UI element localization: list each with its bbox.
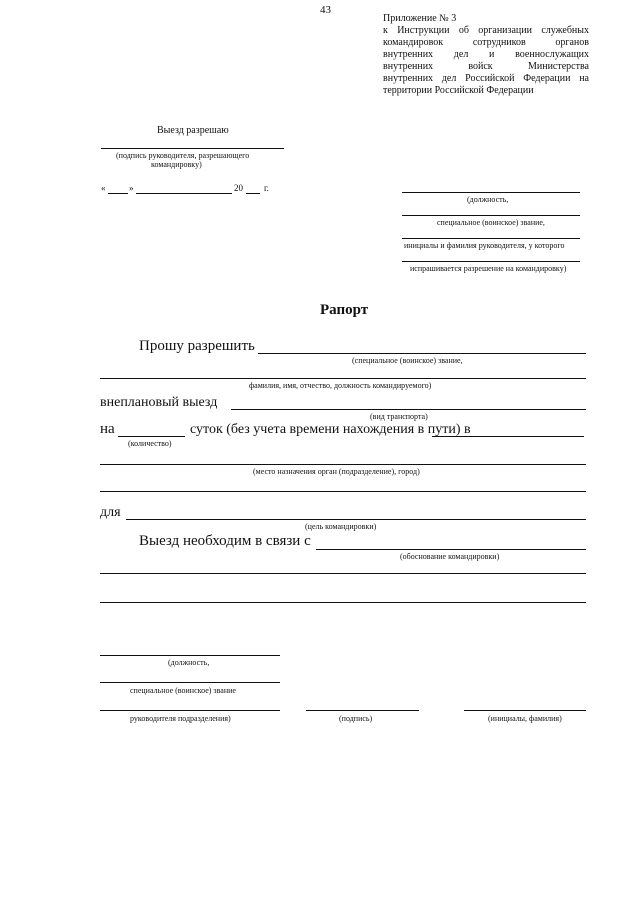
signer-name-field[interactable] (464, 710, 586, 711)
request-fio-field[interactable] (100, 378, 586, 379)
addressee-caption-request: испрашивается разрешение на командировку) (410, 264, 567, 273)
days-text: суток (без учета времени нахождения в пути) в (190, 422, 471, 437)
request-rank-field[interactable] (258, 353, 586, 354)
signer-caption-name: (инициалы, фамилия) (488, 714, 562, 723)
appendix-line: внутренних дел Российской Федерации на (383, 73, 589, 84)
signature-field[interactable] (306, 710, 419, 711)
appendix-block (383, 13, 589, 97)
signer-head-field[interactable] (100, 710, 280, 711)
date-year-field[interactable] (246, 193, 260, 194)
reason-field[interactable] (316, 549, 586, 550)
addressee-caption-position: (должность, (467, 195, 509, 204)
addressee-position-line[interactable] (402, 192, 580, 193)
destination-extra-field[interactable] (100, 491, 586, 492)
appendix-line: внутренних войск Министерства (383, 61, 589, 72)
approval-signature-caption: (подпись руководителя, разрешающего (116, 151, 250, 160)
appendix-line: Приложение № 3 (383, 13, 457, 24)
signer-caption-rank: специальное (воинское) звание (130, 686, 236, 695)
approval-signature-line[interactable] (101, 148, 284, 149)
date-open-quote: « (101, 183, 106, 193)
date-month-field[interactable] (136, 193, 232, 194)
signer-caption-sign: (подпись) (339, 714, 373, 723)
caption-destination: (место назначения орган (подразделение), город) (253, 467, 420, 476)
date-close-quote: » (129, 183, 134, 193)
destination-short-field[interactable] (432, 436, 584, 437)
signer-caption-position: (должность, (168, 658, 210, 667)
destination-field[interactable] (100, 464, 586, 465)
addressee-caption-rank: специальное (воинское) звание, (437, 218, 545, 227)
page-number: 43 (320, 4, 331, 16)
caption-reason: (обоснование командировки) (400, 552, 500, 561)
on-label: на (100, 421, 115, 437)
signer-rank-field[interactable] (100, 682, 280, 683)
caption-quantity: (количество) (128, 439, 172, 448)
caption-fio: фамилия, имя, отчество, должность командируемого) (249, 381, 432, 390)
date-year-suffix: г. (264, 183, 269, 193)
days-count-field[interactable] (118, 436, 185, 437)
addressee-caption-name: инициалы и фамилия руководителя, у которого (404, 241, 565, 250)
date-day-field[interactable] (108, 193, 128, 194)
signer-caption-head: руководителя подразделения) (130, 714, 231, 723)
request-prefix: Прошу разрешить (139, 338, 255, 354)
appendix-line: к Инструкции об организации служебных (383, 25, 589, 36)
addressee-name-line[interactable] (402, 238, 580, 239)
purpose-field[interactable] (126, 519, 586, 520)
appendix-line: внутренних дел и военнослужащих (383, 49, 589, 60)
approval-signature-caption-2: командировку) (151, 160, 202, 169)
document-title: Рапорт (320, 302, 369, 318)
addressee-rank-line[interactable] (402, 215, 580, 216)
transport-field[interactable] (231, 409, 586, 410)
appendix-line: командировок сотрудников органов (383, 37, 589, 48)
caption-transport: (вид транспорта) (370, 412, 428, 421)
for-label: для (100, 505, 121, 520)
trip-label: внеплановый выезд (100, 395, 218, 410)
addressee-request-line[interactable] (402, 261, 580, 262)
approval-title: Выезд разрешаю (157, 125, 229, 136)
date-year-prefix: 20 (234, 183, 243, 193)
reason-extra-field-1[interactable] (100, 573, 586, 574)
appendix-line: территории Российской Федерации (383, 85, 534, 96)
reason-extra-field-2[interactable] (100, 602, 586, 603)
reason-label: Выезд необходим в связи с (139, 533, 311, 549)
signer-position-field[interactable] (100, 655, 280, 656)
caption-purpose: (цель командировки) (305, 522, 377, 531)
caption-rank: (специальное (воинское) звание, (352, 356, 463, 365)
